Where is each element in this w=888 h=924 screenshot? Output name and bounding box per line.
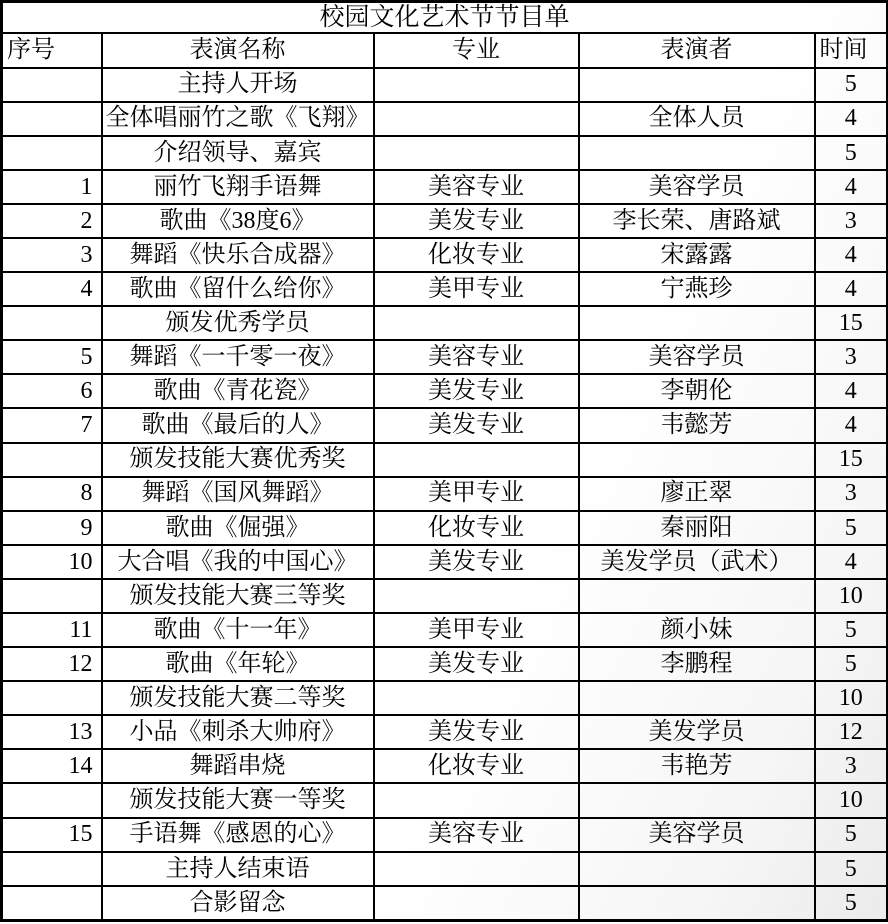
table-row xyxy=(2,374,888,408)
cell-performer xyxy=(579,886,815,921)
cell-name: 颁发技能大赛优秀奖 xyxy=(102,443,374,477)
cell-duration: 5 xyxy=(815,613,888,647)
cell-duration: 4 xyxy=(815,408,888,442)
cell-duration: 3 xyxy=(815,749,888,783)
cell-duration: 3 xyxy=(815,477,888,511)
cell-duration: 4 xyxy=(815,102,888,136)
cell-performer xyxy=(579,852,815,886)
cell-seq: 12 xyxy=(2,647,102,681)
cell-seq: 10 xyxy=(2,545,102,579)
cell-performer: 美容学员 xyxy=(579,340,815,374)
cell-name: 舞蹈串烧 xyxy=(102,749,374,783)
cell-performer xyxy=(579,68,815,102)
cell-major xyxy=(374,306,579,340)
column-header-performer: 表演者 xyxy=(579,33,815,68)
cell-seq: 14 xyxy=(2,749,102,783)
cell-duration: 4 xyxy=(815,374,888,408)
cell-major: 美容专业 xyxy=(374,340,579,374)
cell-duration: 4 xyxy=(815,238,888,272)
cell-performer: 美发学员 xyxy=(579,715,815,749)
table-row xyxy=(2,443,888,477)
table-row xyxy=(2,818,888,852)
table-row xyxy=(2,68,888,102)
table-row xyxy=(2,511,888,545)
table-row xyxy=(2,204,888,238)
cell-duration: 5 xyxy=(815,886,888,921)
cell-major xyxy=(374,579,579,613)
cell-major xyxy=(374,443,579,477)
cell-performer: 廖正翠 xyxy=(579,477,815,511)
cell-seq xyxy=(2,306,102,340)
cell-duration: 15 xyxy=(815,306,888,340)
cell-performer: 韦艳芳 xyxy=(579,749,815,783)
cell-major: 美发专业 xyxy=(374,408,579,442)
table-row xyxy=(2,852,888,886)
table-title-row xyxy=(2,2,888,33)
cell-seq xyxy=(2,102,102,136)
program-table-body xyxy=(2,68,888,921)
cell-name: 舞蹈《快乐合成器》 xyxy=(102,238,374,272)
cell-name: 舞蹈《一千零一夜》 xyxy=(102,340,374,374)
cell-duration: 3 xyxy=(815,340,888,374)
cell-seq: 1 xyxy=(2,170,102,204)
table-title: 校园文化艺术节节目单 xyxy=(2,2,888,33)
cell-name: 颁发技能大赛一等奖 xyxy=(102,783,374,817)
cell-major xyxy=(374,681,579,715)
cell-duration: 4 xyxy=(815,272,888,306)
cell-name: 歌曲《倔强》 xyxy=(102,511,374,545)
cell-seq xyxy=(2,579,102,613)
cell-name: 小品《刺杀大帅府》 xyxy=(102,715,374,749)
cell-duration: 10 xyxy=(815,681,888,715)
cell-name: 介绍领导、嘉宾 xyxy=(102,136,374,170)
cell-seq xyxy=(2,136,102,170)
cell-seq: 13 xyxy=(2,715,102,749)
cell-duration: 5 xyxy=(815,647,888,681)
cell-major: 美容专业 xyxy=(374,170,579,204)
table-row xyxy=(2,647,888,681)
cell-seq: 2 xyxy=(2,204,102,238)
cell-name: 颁发技能大赛三等奖 xyxy=(102,579,374,613)
table-row xyxy=(2,545,888,579)
cell-duration: 3 xyxy=(815,204,888,238)
cell-seq xyxy=(2,886,102,921)
cell-name: 舞蹈《国风舞蹈》 xyxy=(102,477,374,511)
cell-duration: 4 xyxy=(815,545,888,579)
cell-performer: 美发学员（武术） xyxy=(579,545,815,579)
table-row xyxy=(2,238,888,272)
column-header-major: 专业 xyxy=(374,33,579,68)
cell-duration: 10 xyxy=(815,783,888,817)
cell-name: 歌曲《青花瓷》 xyxy=(102,374,374,408)
table-header-row xyxy=(2,33,888,68)
cell-name: 丽竹飞翔手语舞 xyxy=(102,170,374,204)
table-row xyxy=(2,408,888,442)
table-row xyxy=(2,340,888,374)
cell-name: 大合唱《我的中国心》 xyxy=(102,545,374,579)
cell-name: 歌曲《年轮》 xyxy=(102,647,374,681)
cell-major: 美发专业 xyxy=(374,204,579,238)
cell-name: 歌曲《留什么给你》 xyxy=(102,272,374,306)
cell-duration: 5 xyxy=(815,136,888,170)
table-row xyxy=(2,715,888,749)
cell-major: 化妆专业 xyxy=(374,238,579,272)
cell-major xyxy=(374,852,579,886)
cell-seq: 15 xyxy=(2,818,102,852)
cell-major: 美容专业 xyxy=(374,818,579,852)
cell-performer: 宁燕珍 xyxy=(579,272,815,306)
cell-major: 美发专业 xyxy=(374,545,579,579)
table-row xyxy=(2,136,888,170)
cell-seq: 8 xyxy=(2,477,102,511)
cell-major: 化妆专业 xyxy=(374,749,579,783)
cell-seq xyxy=(2,68,102,102)
cell-performer: 李长荣、唐路斌 xyxy=(579,204,815,238)
cell-duration: 5 xyxy=(815,68,888,102)
column-header-seq: 序号 xyxy=(2,33,102,68)
cell-major xyxy=(374,136,579,170)
cell-seq: 6 xyxy=(2,374,102,408)
cell-performer xyxy=(579,783,815,817)
cell-name: 歌曲《38度6》 xyxy=(102,204,374,238)
cell-name: 主持人结束语 xyxy=(102,852,374,886)
cell-performer: 秦丽阳 xyxy=(579,511,815,545)
cell-duration: 4 xyxy=(815,170,888,204)
column-header-name: 表演名称 xyxy=(102,33,374,68)
table-row xyxy=(2,102,888,136)
cell-name: 歌曲《十一年》 xyxy=(102,613,374,647)
cell-duration: 15 xyxy=(815,443,888,477)
cell-seq: 4 xyxy=(2,272,102,306)
cell-performer xyxy=(579,579,815,613)
cell-performer: 颜小妹 xyxy=(579,613,815,647)
cell-seq xyxy=(2,443,102,477)
table-row xyxy=(2,749,888,783)
column-header-duration: 时间 xyxy=(815,33,888,68)
cell-name: 手语舞《感恩的心》 xyxy=(102,818,374,852)
cell-major: 美发专业 xyxy=(374,647,579,681)
table-row xyxy=(2,579,888,613)
cell-performer: 李鹏程 xyxy=(579,647,815,681)
cell-name: 颁发技能大赛二等奖 xyxy=(102,681,374,715)
cell-performer xyxy=(579,681,815,715)
cell-performer xyxy=(579,306,815,340)
table-row xyxy=(2,681,888,715)
cell-major: 美甲专业 xyxy=(374,613,579,647)
cell-performer: 全体人员 xyxy=(579,102,815,136)
cell-major: 美发专业 xyxy=(374,374,579,408)
cell-duration: 12 xyxy=(815,715,888,749)
cell-seq: 3 xyxy=(2,238,102,272)
table-row xyxy=(2,170,888,204)
cell-seq: 11 xyxy=(2,613,102,647)
cell-performer: 韦懿芳 xyxy=(579,408,815,442)
cell-seq: 7 xyxy=(2,408,102,442)
cell-seq: 9 xyxy=(2,511,102,545)
cell-name: 主持人开场 xyxy=(102,68,374,102)
table-row xyxy=(2,306,888,340)
cell-major xyxy=(374,68,579,102)
cell-major: 美甲专业 xyxy=(374,477,579,511)
cell-seq xyxy=(2,783,102,817)
table-row xyxy=(2,272,888,306)
cell-performer xyxy=(579,136,815,170)
cell-major xyxy=(374,783,579,817)
cell-name: 全体唱丽竹之歌《飞翔》 xyxy=(102,102,374,136)
cell-major xyxy=(374,886,579,921)
cell-seq xyxy=(2,852,102,886)
cell-duration: 5 xyxy=(815,852,888,886)
cell-major: 美甲专业 xyxy=(374,272,579,306)
cell-seq xyxy=(2,681,102,715)
cell-major: 美发专业 xyxy=(374,715,579,749)
cell-performer xyxy=(579,443,815,477)
cell-name: 颁发优秀学员 xyxy=(102,306,374,340)
cell-seq: 5 xyxy=(2,340,102,374)
cell-duration: 5 xyxy=(815,511,888,545)
table-row xyxy=(2,613,888,647)
cell-performer: 李朝伦 xyxy=(579,374,815,408)
cell-major: 化妆专业 xyxy=(374,511,579,545)
cell-performer: 宋露露 xyxy=(579,238,815,272)
cell-duration: 5 xyxy=(815,818,888,852)
cell-name: 合影留念 xyxy=(102,886,374,921)
table-row xyxy=(2,886,888,921)
cell-major xyxy=(374,102,579,136)
cell-name: 歌曲《最后的人》 xyxy=(102,408,374,442)
table-row xyxy=(2,477,888,511)
cell-duration: 10 xyxy=(815,579,888,613)
cell-performer: 美容学员 xyxy=(579,170,815,204)
table-row xyxy=(2,783,888,817)
cell-performer: 美容学员 xyxy=(579,818,815,852)
